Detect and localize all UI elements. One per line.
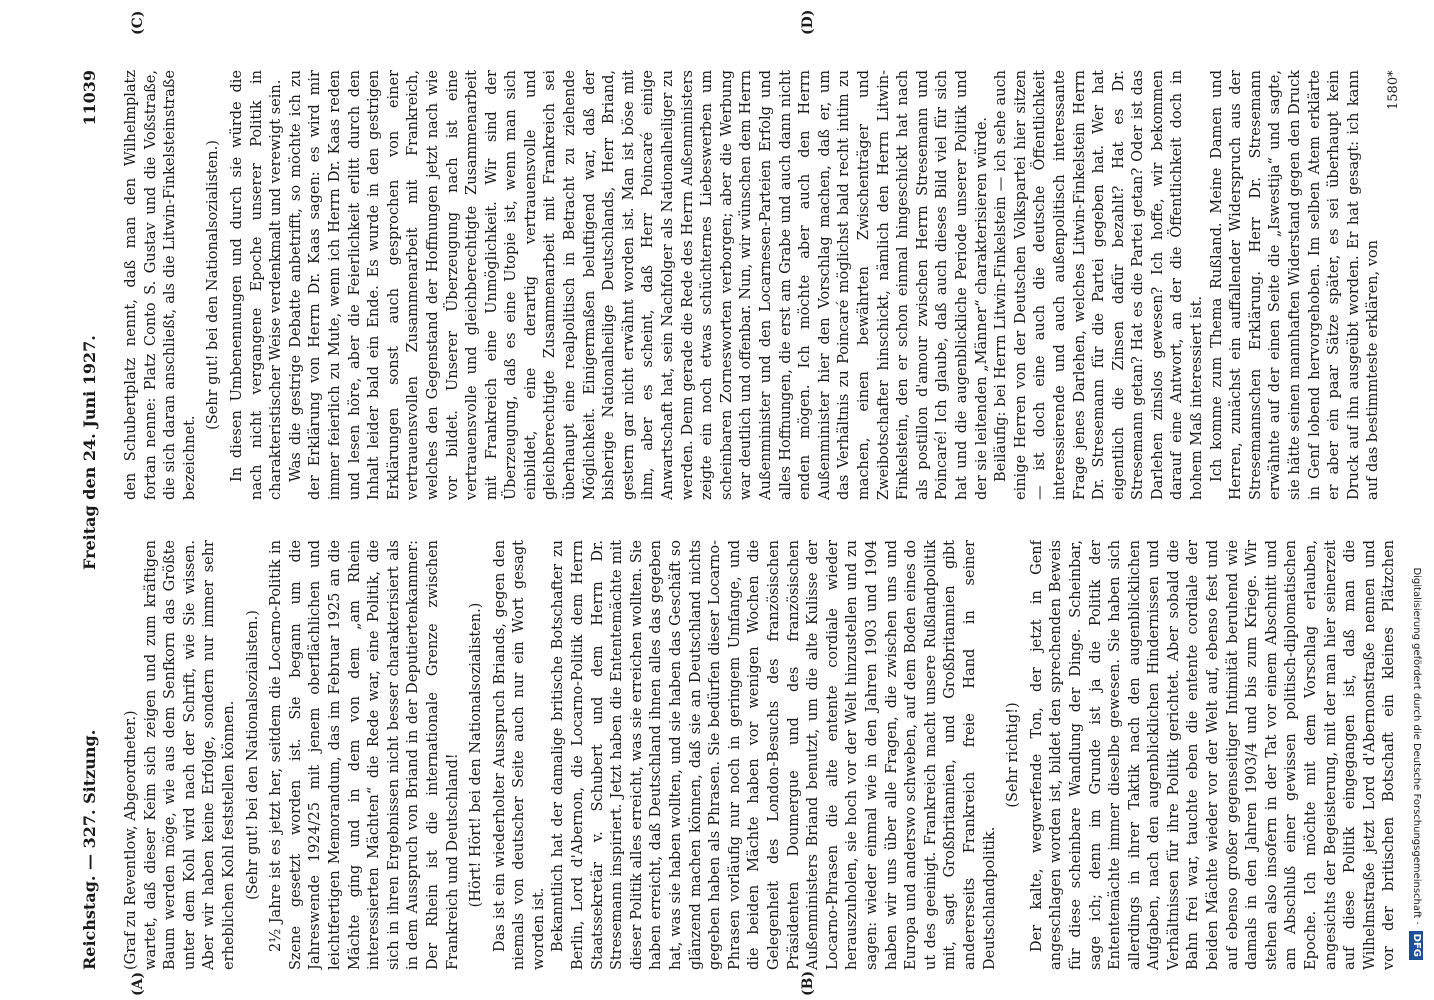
right-column-paragraph: Was die gestrige Debatte anbetrifft, so möchte ich zu der Erklärung von Herrn Dr. Kaas sagen: es wird mir immer feierlich zu Mute, wenn ich Herrn Dr. Kaas reden und lesen höre, aber die Feierlichkeit erlitt durch den Inhalt leider bald ein Ende. Es wurde in den gestrigen Erklärungen sonst auch gesprochen von einer vertrauensvollen Zusammenarbeit mit Frankreich, welches den Gegenstand der Hoffnungen jetzt nach wie vor bildet. Unserer Überzeugung nach ist eine vertrauensvolle und gleichberechtigte Zusammenarbeit mit Frankreich eine Unmöglichkeit. Wir sind der Überzeugung, daß es eine Utopie ist, wenn man sich einbildet, eine derartig vertrauensvolle und gleichberechtigte Zusammenarbeit mit Frankreich sei überhaupt eine realpolitisch in Betracht zu ziehende Möglichkeit. Einigermaßen beluftigend war, daß der bisherige Nationalheilige Deutschlands, Herr Briand, gestern gar nicht erwähnt worden ist. Man ist böse mit ihm, aber es scheint, daß Herr Poincaré einige Anwartschaft hat, sein Nachfolger als Nationalheiliger zu werden. Denn gerade die Rede des Herrn Außenministers zeigte ein noch etwas schüchternes Liebeswerben um scheinbaren Zornesworten verborgen; aber die Werbung war deutlich und offenbar. Nun, wir wünschen dem Herrn Außenminister und den Locarnesen-Parteien Erfolg und alles Hoffnungen, die erst am Grabe und auch dann nicht enden mögen. Ich möchte aber auch den Herrn Außenminister hier den Vorschlag machen, daß er, um das Verhältnis zu Poincaré möglichst bald recht intim zu machen, einen bewährten Zwischenträger und Zweibotschafter hinschickt, nämlich den Herrn Litwin-Finkelstein, den er schon einmal hingeschickt hat nach als postillon d'amour zwischen Herrn Stresemann und Poincaré! Ich glaube, daß auch dieses Bild viel für sich hat und die augenblickliche Periode unserer Politik und der sie leitenden „Männer“ charakterisieren würde.: [287, 70, 990, 500]
left-column-paragraph: Bekanntlich hat der damalige britische Botschafter zu Berlin, Lord d'Abernon, die Locarno-Politik dem Herrn Staatssekretär v. Schubert und dem Herrn Dr. Stresemann inspiriert. Jetzt haben die Ententemächte mit dieser Politik alles erreicht, was sie erreichen wollten. Sie haben erreicht, daß Deutschland ihnen alles das gegeben hat, was sie haben wollten, und sie haben das Geschäft so glänzend machen können, daß sie an Deutschland nichts gegeben haben als Phrasen. Sie bedürfen dieser Locarno-Phrasen vorläufig nur noch in geringem Umfange, und die beiden Mächte haben vor wenigen Wochen die Gelegenheit des London-Besuchs des französischen Präsidenten Doumergue und des französischen Außenministers Briand benutzt, um die alte Kulisse der Locarno-Phrasen die alte entente cordiale wieder herauszuholen, sie hoch vor der Welt hinzustellen und zu sagen: wieder einmal wie in den Jahren 1903 und 1904 haben wir uns über alle Fragen, die zwischen uns und Europa und anderswo schweben, auf dem Boden eines do ut des geeinigt. Frankreich macht unsere Rußlandpolitik mit, sagt Großbritannien, und Großbritannien gibt andererseits Frankreich freie Hand in seiner Deutschlandpolitik.: [550, 540, 998, 970]
side-note-text-row: [1405, 40, 1427, 960]
right-column: [122, 70, 1402, 500]
header-left: [80, 730, 99, 970]
left-column-interjection: (Hört! Hört! bei den Nationalsozialisten.): [468, 602, 485, 908]
left-column-interjection: (Sehr gut! bei den Nationalsozialisten.): [244, 610, 261, 900]
margin-marker-a: (A): [130, 971, 146, 996]
side-note: [1405, 40, 1427, 960]
left-column-interjection: (Sehr richtig!): [1005, 702, 1022, 808]
margin-marker-d: (D): [800, 9, 816, 35]
left-column-paragraph: 2½ Jahre ist es jetzt her, seitdem die Locarno-Politik in Szene gesetzt worden ist. Sie begann um die Jahreswende 1924/25 mit jenem oberflächlichen und leichtfertigen Memorandum, das im Februar 1925 an die Mächte ging und in dem von dem „am Rhein interessierten Mächten“ die Rede war, eine Politik, die sich in ihren Ergebnissen nicht besser charakterisiert als in dem Ausspruch von Briand in der Deputiertenkammer: Der Rhein ist die internationale Grenze zwischen Frankreich und Deutschland!: [268, 540, 461, 970]
right-column-paragraph: Ich komme zum Thema Rußland. Meine Damen und Herren, zunächst ein auffallender Widerspruch aus der Stresemannschen Erklärung. Herr Dr. Stresemann erwähnte auf der einen Seite die „Iswestija“ und sagte, sie hätte seinen mannhaften Widerstand gegen den Druck in Genf lobend hervorgehoben. Im selben Atem erklärte er aber ein paar Sätze später, es sei überhaupt kein Druck auf ihn ausgeübt worden. Er hat gesagt: ich kann auf das bestimmteste erklären, von: [1208, 70, 1382, 500]
left-column-paragraph: (Graf zu Reventlow, Abgeordneter.): [123, 710, 139, 970]
left-column-paragraph: wartet, daß dieser Keim sich zeigen und zum kräftigen Baum werden möge, wie aus dem Senfkorn das Größte unter dem Kohl wird nach der Schrift, wie Sie wissen. Aber wir haben keine Erfolge, sondern nur immer sehr erheblichen Kohl feststellen können.: [142, 540, 237, 970]
right-column-paragraph: Beiläufig: bei Herrn Litwin-Finkelstein — ich sehe auch einige Herren von der Deutschen Volkspartei hier sitzen — ist doch eine auch die deutsche Öffentlichkeit interessierende und auch außenpolitisch interessante Frage jenes Darlehen, welches Litwin-Finkelstein Herrn Dr. Stresemann für die Partei gegeben hat. Wer hat eigentlich die Zinsen dafür bezahlt? Hat es Dr. Stresemann getan? Hat es die Partei getan? Oder ist das Darlehen zinslos gewesen? Ich hoffe, wir bekommen darauf eine Antwort, an der die Öffentlichkeit doch in hohem Maß interessiert ist.: [993, 70, 1206, 500]
footer-number: 1580*: [1386, 70, 1401, 110]
left-column: [122, 540, 1402, 970]
left-column-paragraph: Der kalte, wegwerfende Ton, der jetzt in Genf angeschlagen worden ist, bildet den sprechenden Beweis für diese scheinbare Wandlung der Dinge. Scheinbar, sage ich; denn im Grunde ist ja die Politik der Ententemächte immer dieselbe gewesen. Sie haben sich allerdings in ihrer Taktik nach den augenblicklichen Aufgaben, nach den augenblicklichen Hindernissen und Verhältnissen für ihre Politik gerichtet. Aber sobald die Bahn frei war, tauchte eben die entente cordiale der beiden Mächte wieder vor der Welt auf, ebenso fest und auf ebenso großer gegenseitiger Intimität beruhend wie damals in den Jahren 1903/4 und bis zum Kriege. Wir stehen also insofern in der Tat vor einem Abschnitt und am Abschluß einer gewissen politisch-diplomatischen Epoche. Ich möchte mit dem Vorschlag erlauben, angesichts der Begeisterung, mit der man hier seinerzeit auf diese Politik eingegangen ist, daß man die Wilhelmstraße jetzt Lord d'Abernonstraße nennen und vor der britischen Botschaft ein kleines Plätzchen: [1028, 540, 1398, 970]
funding-note: Digitalisierung gefördert durch die Deutsche Forschungsgemeinschaft ·: [1411, 567, 1422, 925]
document-sheet: [80, 9, 1401, 996]
right-column-interjection: (Sehr gut! bei den Nationalsozialisten.): [205, 140, 222, 430]
header-date: Freitag den 24. Juni 1927.: [80, 335, 99, 570]
left-column-paragraph: Das ist ein wiederholter Ausspruch Briands, gegen den niemals von deutscher Seite auch nur ein Wort gesagt worden ist.: [491, 540, 547, 970]
right-column-paragraph: den Schubertplatz nennt, daß man den Wilhelmplatz fortan nenne: Platz Conto S. Gustav und die Voßstraße, die sich daran anschließt, als die Litwin-Finkelsteinstraße bezeichnet.: [123, 70, 198, 500]
margin-marker-b: (B): [800, 970, 816, 996]
header-left-title: Reichstag. — 327. Sitzung.: [80, 729, 99, 970]
dfg-logo: DFG: [1409, 931, 1423, 960]
page-header: [80, 70, 120, 970]
right-column-paragraph: In diesen Umbenennungen und durch sie würde die nach nicht vergangene Epoche unserer Politik in charakteristischer Weise verdenkmalt und verewigt sein.: [228, 70, 285, 500]
header-page-number: 11039: [80, 70, 99, 126]
margin-marker-c: (C): [130, 10, 146, 35]
